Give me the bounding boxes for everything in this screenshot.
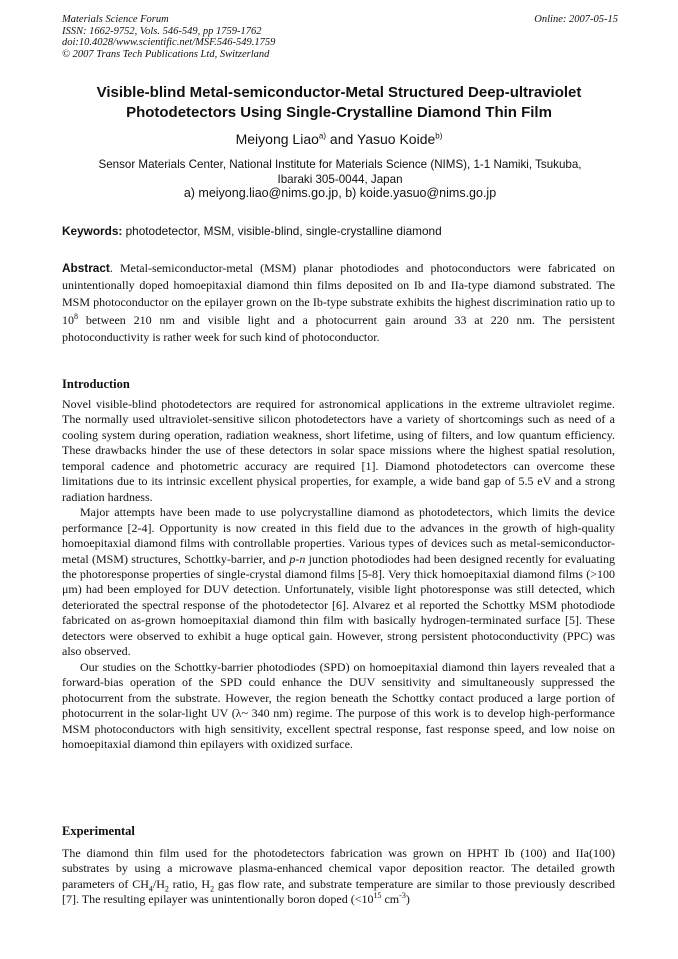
paragraph-text: /H (152, 876, 165, 891)
paragraph (62, 505, 615, 660)
paragraph-text: Major attempts have been made to use polycrystalline diamond as photodetectors, which limits the device performance [2-4]. Opportunity is now created in this field due to the advances in the growth of high-quality homoepitaxial diamond films with controllable properties. Various types of devices such as metal-semiconductor-metal (MSM) structures, Schottky-barrier, and (62, 505, 615, 566)
paper-title (40, 83, 638, 122)
keywords (62, 224, 622, 238)
affiliation-line-1: Sensor Materials Center, National Institute for Materials Science (NIMS), 1-1 Namiki, Tsukuba, (98, 158, 582, 171)
paragraph: Novel visible-blind photodetectors are required for astronomical applications in the extreme ultraviolet regime. The normally used ultraviolet-sensitive silicon photodetectors have a variety of shortcomings such as need of a cooling system during operation, radiation weakness, short lifetime, using of filters, and low quantum efficiency. These drawbacks hinder the use of these detectors in solar space missions where the highest spatial resolution, temporal cadence and photometric accuracy are required [1]. Diamond photodetectors can overcome these limitations due to its intrinsic excellent physical properties, for example, a wide band gap of 5.5 eV and a strong radiation hardness. (62, 397, 615, 504)
journal-copyright: © 2007 Trans Tech Publications Ltd, Switzerland (62, 48, 270, 60)
title-line-1: Visible-blind Metal-semiconductor-Metal Structured Deep-ultraviolet (96, 84, 582, 101)
abstract-text: . Metal-semiconductor-metal (MSM) planar photodiodes and photoconductors were fabricated on unintentionally doped homoepitaxial diamond thin films deposited on Ib and IIa-type diamond substrated. The MSM photoconductor on the epilayer grown on the Ib-type substrate exhibits the highest discrimination ratio up to 10 (62, 261, 615, 327)
subscript: 4 (148, 884, 153, 894)
keywords-label: Keywords: (62, 224, 123, 238)
abstract (62, 260, 615, 346)
experimental-body (62, 846, 615, 908)
journal-issn: ISSN: 1662-9752, Vols. 546-549, pp 1759-1762 (62, 25, 262, 37)
author-conjunction: and (326, 131, 357, 147)
paragraph-text: The diamond thin film used for the photodetectors fabrication was grown on HPHT Ib (100) and IIa(100) substrates by using a microwave plasma-enhanced chemical vapor deposition reactor. The detailed growth parameters of CH (62, 846, 615, 891)
paragraph-text: gas flow rate, and substrate temperature are similar to those previously described [7]. The resulting epilayer was unintentionally boron doped (<10 (62, 876, 615, 907)
journal-doi: doi:10.4028/www.scientific.net/MSF.546-549.1759 (62, 37, 276, 49)
subscript: 2 (164, 884, 169, 894)
paragraph-text: ) (405, 892, 410, 907)
affiliation (62, 157, 618, 187)
abstract-superscript: 8 (74, 311, 78, 321)
online-date: Online: 2007-05-15 (534, 14, 618, 25)
journal-header (62, 14, 618, 60)
author-affiliation-mark: b) (435, 131, 443, 141)
introduction-body (62, 397, 615, 752)
paragraph-text: junction photodiodes had been designed recently for evaluating the photoresponse properties of single-crystal diamond films [5-8]. Very thick homoepitaxial diamond films (>100 μm) had been employed for DUV detection. Unfortunately, visible light photoresponse was still detected, which deteriorated the spectral response of the photodetector [6]. Alvarez et al reported the Schottky MSM photodiode fabricated on as-grown homoepitaxial diamond thin film with basically hydrogen-terminated surface [5]. These detectors were observed to exhibit a huge optical gain. However, strong persistent photoconductivity (PPC) was also observed. (62, 551, 616, 659)
section-heading-experimental: Experimental (62, 824, 135, 838)
abstract-text: between 210 nm and visible light and a photocurrent gain around 33 at 220 nm. The persistent photoconductivity is rather week for such kind of photoconductor. (62, 312, 615, 344)
abstract-label: Abstract (62, 261, 110, 275)
author-name: Meiyong Liao (235, 131, 319, 147)
title-line-2: Photodetectors Using Single-Crystalline Diamond Thin Film (126, 103, 552, 121)
paragraph: Our studies on the Schottky-barrier photodiodes (SPD) on homoepitaxial diamond thin layers revealed that a forward-bias operation of the SPD could enhance the DUV sensitivity and simultaneously suppressed the photocurrent from the substrate. However, the region beneath the Schottky contact produced a large portion of photocurrent in the solar-light UV (λ~ 340 nm) regime. The purpose of this work is to develop high-performance MSM photoconductors with high sensitivity, excellent spectral response, fast response speed, and low noise on homoepitaxial diamond thin epilayers with oxidized surface. (62, 659, 615, 751)
paragraph-italic: p-n (289, 551, 306, 566)
superscript: 15 (373, 891, 382, 901)
section-heading-introduction: Introduction (62, 377, 130, 391)
paragraph-text: ratio, H (168, 876, 211, 891)
affiliation-line-2: Ibaraki 305-0044, Japan (277, 173, 403, 186)
paragraph (62, 846, 615, 908)
author-affiliation-mark: a) (318, 131, 327, 141)
author-name: Yasuo Koide (356, 131, 436, 147)
keywords-text: photodetector, MSM, visible-blind, single-crystalline diamond (122, 224, 442, 238)
author-list (40, 131, 638, 147)
author-emails: a) meiyong.liao@nims.go.jp, b) koide.yasuo@nims.go.jp (183, 186, 497, 200)
subscript: 2 (210, 884, 215, 894)
superscript: -3 (399, 891, 406, 901)
journal-name: Materials Science Forum (62, 14, 169, 25)
paragraph-text: cm (381, 892, 400, 907)
